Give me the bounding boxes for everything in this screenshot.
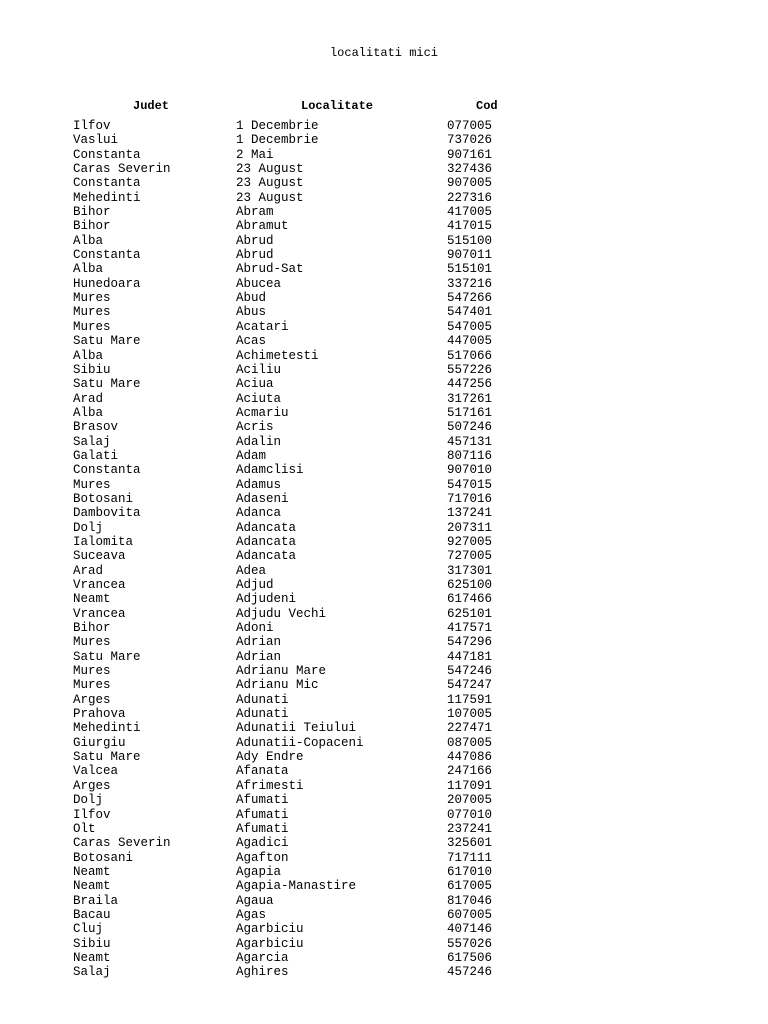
localitate-cell: Agaua [236, 893, 274, 908]
cod-cell: 547247 [447, 678, 493, 693]
table-row [0, 621, 768, 635]
table-row [0, 707, 768, 721]
cod-cell: 507246 [447, 420, 493, 435]
cod-cell: 517066 [447, 348, 493, 363]
table-row [0, 262, 768, 276]
judet-cell: Neamt [73, 864, 111, 879]
judet-cell: Bihor [73, 219, 111, 234]
localitate-cell: Agadici [236, 836, 289, 851]
localitate-cell: Agarbiciu [236, 936, 304, 951]
table-row [0, 564, 768, 578]
judet-cell: Ialomita [73, 534, 134, 549]
cod-cell: 547015 [447, 477, 493, 492]
table-row [0, 148, 768, 162]
judet-cell: Satu Mare [73, 334, 141, 349]
cod-cell: 727005 [447, 549, 493, 564]
page-title: localitati mici [329, 46, 439, 60]
cod-cell: 807116 [447, 448, 493, 463]
localitate-cell: Afanata [236, 764, 289, 779]
cod-cell: 447005 [447, 334, 493, 349]
localitate-cell: Acatari [236, 319, 289, 334]
judet-cell: Dolj [73, 520, 104, 535]
cod-cell: 517161 [447, 405, 493, 420]
cod-cell: 907005 [447, 176, 493, 191]
judet-cell: Brasov [73, 420, 119, 435]
localitate-cell: Afumati [236, 793, 289, 808]
localitate-cell: Adjudeni [236, 592, 297, 607]
table-body [0, 119, 768, 980]
judet-cell: Mures [73, 319, 111, 334]
judet-cell: Vaslui [73, 133, 119, 148]
cod-cell: 447086 [447, 750, 493, 765]
judet-cell: Constanta [73, 463, 141, 478]
table-row [0, 349, 768, 363]
table-row [0, 793, 768, 807]
localitate-cell: Adrianu Mare [236, 664, 327, 679]
judet-cell: Alba [73, 233, 104, 248]
judet-cell: Bacau [73, 907, 111, 922]
judet-cell: Botosani [73, 491, 134, 506]
judet-cell: Bihor [73, 621, 111, 636]
localitate-cell: Adjud [236, 578, 274, 592]
cod-cell: 447181 [447, 649, 493, 664]
cod-cell: 087005 [447, 735, 493, 750]
judet-cell: Giurgiu [73, 735, 126, 750]
table-row [0, 219, 768, 233]
localitate-cell: Afrimesti [236, 778, 304, 793]
judet-cell: Mures [73, 477, 111, 492]
judet-cell: Satu Mare [73, 649, 141, 664]
judet-cell: Hunedoara [73, 276, 141, 291]
table-row [0, 721, 768, 735]
judet-cell: Alba [73, 348, 104, 363]
judet-cell: Constanta [73, 147, 141, 162]
table-row [0, 406, 768, 420]
table-row [0, 162, 768, 176]
judet-cell: Neamt [73, 950, 111, 965]
table-row [0, 822, 768, 836]
cod-cell: 547266 [447, 291, 493, 306]
localitate-cell: Adoni [236, 621, 274, 636]
localitate-cell: Adjudu Vechi [236, 606, 327, 621]
localitate-cell: Adalin [236, 434, 282, 449]
table-row [0, 851, 768, 865]
cod-cell: 617005 [447, 879, 493, 894]
judet-cell: Dolj [73, 793, 104, 808]
table-row [0, 449, 768, 463]
localitate-cell: Agarcia [236, 950, 289, 965]
table-row [0, 664, 768, 678]
localitate-cell: Agapia-Manastire [236, 879, 357, 894]
localitate-cell: Adunati [236, 707, 289, 722]
cod-cell: 717016 [447, 491, 493, 506]
table-row [0, 176, 768, 190]
table-row [0, 908, 768, 922]
cod-cell: 907161 [447, 147, 493, 162]
judet-cell: Alba [73, 262, 104, 277]
cod-cell: 617506 [447, 950, 493, 965]
table-row [0, 922, 768, 936]
judet-cell: Mures [73, 664, 111, 679]
cod-cell: 107005 [447, 707, 493, 722]
localitate-cell: Adea [236, 563, 267, 578]
column-header-judet: Judet [133, 99, 170, 113]
localitate-cell: 1 Decembrie [236, 119, 319, 133]
cod-cell: 515100 [447, 233, 493, 248]
table-row [0, 420, 768, 434]
cod-cell: 457246 [447, 965, 493, 980]
localitate-cell: Adancata [236, 549, 297, 564]
cod-cell: 247166 [447, 764, 493, 779]
judet-cell: Constanta [73, 248, 141, 263]
cod-cell: 337216 [447, 276, 493, 291]
table-row [0, 693, 768, 707]
table-row [0, 779, 768, 793]
table-header [0, 98, 768, 114]
cod-cell: 317261 [447, 391, 493, 406]
localitate-cell: Aciua [236, 377, 274, 392]
localitate-cell: Adrian [236, 635, 282, 650]
cod-cell: 207005 [447, 793, 493, 808]
judet-cell: Constanta [73, 176, 141, 191]
judet-cell: Caras Severin [73, 836, 171, 851]
table-row [0, 305, 768, 319]
judet-cell: Neamt [73, 592, 111, 607]
table-row [0, 463, 768, 477]
column-header-cod: Cod [476, 99, 498, 113]
cod-cell: 447256 [447, 377, 493, 392]
table-row [0, 894, 768, 908]
judet-cell: Arad [73, 563, 104, 578]
judet-cell: Salaj [73, 965, 111, 980]
localitate-cell: Agarbiciu [236, 922, 304, 937]
judet-cell: Valcea [73, 764, 119, 779]
cod-cell: 207311 [447, 520, 493, 535]
table-row [0, 592, 768, 606]
table-row [0, 320, 768, 334]
judet-cell: Arges [73, 692, 111, 707]
judet-cell: Salaj [73, 434, 111, 449]
judet-cell: Botosani [73, 850, 134, 865]
judet-cell: Neamt [73, 879, 111, 894]
localitate-cell: Adrian [236, 649, 282, 664]
judet-cell: Mehedinti [73, 190, 141, 205]
table-row [0, 607, 768, 621]
table-row [0, 865, 768, 879]
table-row [0, 535, 768, 549]
table-row [0, 937, 768, 951]
table-row [0, 377, 768, 391]
localitate-cell: Adam [236, 448, 267, 463]
table-row [0, 750, 768, 764]
cod-cell: 907011 [447, 248, 493, 263]
judet-cell: Bihor [73, 205, 111, 220]
table-row [0, 549, 768, 563]
localitate-cell: Adanca [236, 506, 282, 521]
table-row [0, 521, 768, 535]
judet-cell: Mures [73, 305, 111, 320]
cod-cell: 557226 [447, 362, 493, 377]
table-row [0, 478, 768, 492]
cod-cell: 317301 [447, 563, 493, 578]
localitate-cell: 23 August [236, 190, 304, 205]
cod-cell: 417005 [447, 205, 493, 220]
table-row [0, 808, 768, 822]
cod-cell: 227471 [447, 721, 493, 736]
judet-cell: Prahova [73, 707, 126, 722]
judet-cell: Dambovita [73, 506, 141, 521]
cod-cell: 407146 [447, 922, 493, 937]
cod-cell: 417015 [447, 219, 493, 234]
table-row [0, 879, 768, 893]
cod-cell: 515101 [447, 262, 493, 277]
localitate-cell: 23 August [236, 176, 304, 191]
cod-cell: 547401 [447, 305, 493, 320]
cod-cell: 625100 [447, 578, 493, 592]
localitate-cell: Adaseni [236, 491, 289, 506]
cod-cell: 077005 [447, 119, 493, 133]
localitate-cell: Ady Endre [236, 750, 304, 765]
cod-cell: 737026 [447, 133, 493, 148]
cod-cell: 077010 [447, 807, 493, 822]
judet-cell: Sibiu [73, 362, 111, 377]
judet-cell: Vrancea [73, 578, 126, 592]
cod-cell: 227316 [447, 190, 493, 205]
table-row [0, 578, 768, 592]
cod-cell: 327436 [447, 162, 493, 177]
judet-cell: Braila [73, 893, 119, 908]
localitate-cell: Abrud [236, 233, 274, 248]
localitate-cell: Adamclisi [236, 463, 304, 478]
table-row [0, 205, 768, 219]
cod-cell: 617466 [447, 592, 493, 607]
localitate-cell: Abrud-Sat [236, 262, 304, 277]
table-row [0, 248, 768, 262]
table-row [0, 736, 768, 750]
judet-cell: Arges [73, 778, 111, 793]
localitate-cell: Abucea [236, 276, 282, 291]
localitate-cell: 2 Mai [236, 147, 274, 162]
localitate-cell: Agas [236, 907, 267, 922]
localitate-cell: Aciliu [236, 362, 282, 377]
table-row [0, 363, 768, 377]
cod-cell: 237241 [447, 821, 493, 836]
judet-cell: Galati [73, 448, 119, 463]
column-header-localitate: Localitate [301, 99, 374, 113]
judet-cell: Mures [73, 291, 111, 306]
table-row [0, 334, 768, 348]
cod-cell: 927005 [447, 534, 493, 549]
cod-cell: 547296 [447, 635, 493, 650]
judet-cell: Alba [73, 405, 104, 420]
table-row [0, 965, 768, 979]
localitate-cell: Aciuta [236, 391, 282, 406]
localitate-cell: Adunati [236, 692, 289, 707]
judet-cell: Caras Severin [73, 162, 171, 177]
judet-cell: Satu Mare [73, 377, 141, 392]
table-row [0, 650, 768, 664]
table-row [0, 492, 768, 506]
table-row [0, 392, 768, 406]
cod-cell: 557026 [447, 936, 493, 951]
cod-cell: 117591 [447, 692, 493, 707]
localitate-cell: Afumati [236, 807, 289, 822]
localitate-cell: Adancata [236, 520, 297, 535]
judet-cell: Sibiu [73, 936, 111, 951]
judet-cell: Arad [73, 391, 104, 406]
localitate-cell: Afumati [236, 821, 289, 836]
localitate-cell: Aghires [236, 965, 289, 980]
table-row [0, 764, 768, 778]
judet-cell: Satu Mare [73, 750, 141, 765]
localitate-cell: Adamus [236, 477, 282, 492]
table-row [0, 119, 768, 133]
cod-cell: 547005 [447, 319, 493, 334]
cod-cell: 137241 [447, 506, 493, 521]
localitate-cell: Abramut [236, 219, 289, 234]
localitate-cell: Agafton [236, 850, 289, 865]
cod-cell: 607005 [447, 907, 493, 922]
table-row [0, 234, 768, 248]
localitate-cell: 23 August [236, 162, 304, 177]
table-row [0, 291, 768, 305]
localitate-cell: Acris [236, 420, 274, 435]
table-row [0, 277, 768, 291]
cod-cell: 547246 [447, 664, 493, 679]
judet-cell: Vrancea [73, 606, 126, 621]
localitate-cell: Adunatii Teiului [236, 721, 357, 736]
cod-cell: 625101 [447, 606, 493, 621]
localitate-cell: Acmariu [236, 405, 289, 420]
localitate-cell: Adancata [236, 534, 297, 549]
table-row [0, 435, 768, 449]
table-row [0, 836, 768, 850]
cod-cell: 117091 [447, 778, 493, 793]
judet-cell: Olt [73, 821, 96, 836]
cod-cell: 417571 [447, 621, 493, 636]
cod-cell: 457131 [447, 434, 493, 449]
localitate-cell: Abud [236, 291, 267, 306]
judet-cell: Ilfov [73, 119, 111, 133]
judet-cell: Suceava [73, 549, 126, 564]
judet-cell: Ilfov [73, 807, 111, 822]
judet-cell: Mures [73, 678, 111, 693]
table-row [0, 951, 768, 965]
localitate-cell: Adunatii-Copaceni [236, 735, 364, 750]
table-row [0, 678, 768, 692]
localitate-cell: Abram [236, 205, 274, 220]
judet-cell: Mures [73, 635, 111, 650]
localitate-cell: Achimetesti [236, 348, 319, 363]
table-row [0, 506, 768, 520]
cod-cell: 617010 [447, 864, 493, 879]
table-row [0, 191, 768, 205]
judet-cell: Cluj [73, 922, 104, 937]
localitate-cell: Abrud [236, 248, 274, 263]
judet-cell: Mehedinti [73, 721, 141, 736]
localitate-cell: Adrianu Mic [236, 678, 319, 693]
localitate-cell: Agapia [236, 864, 282, 879]
cod-cell: 325601 [447, 836, 493, 851]
cod-cell: 817046 [447, 893, 493, 908]
cod-cell: 717111 [447, 850, 493, 865]
localitate-cell: Abus [236, 305, 267, 320]
table-row [0, 635, 768, 649]
table-row [0, 133, 768, 147]
localitate-cell: Acas [236, 334, 267, 349]
localitate-cell: 1 Decembrie [236, 133, 319, 148]
cod-cell: 907010 [447, 463, 493, 478]
